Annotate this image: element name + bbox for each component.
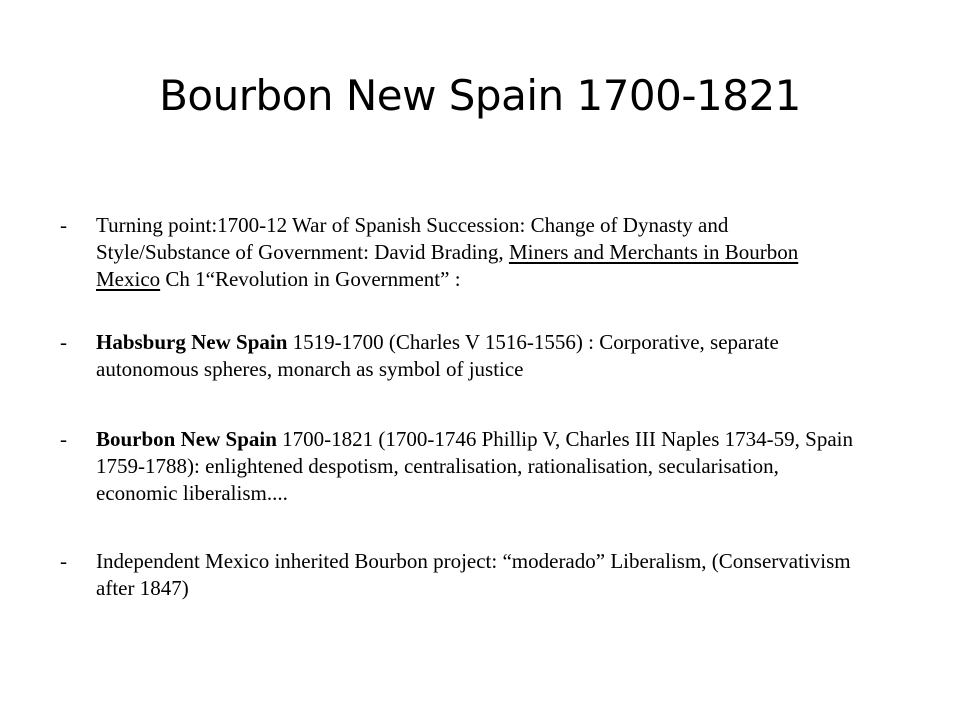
bullet-dash: - [60,549,67,573]
bullet-text-chapter: Ch 1“Revolution in Government” : [160,267,461,291]
slide-title: Bourbon New Spain 1700-1821 [159,71,801,120]
bullet-habsburg [60,329,860,383]
bullet-dash: - [60,330,67,354]
bullet-heading: Habsburg New Spain [96,330,288,354]
book-title: Miners and Merchants in Bourbon Mexico [96,240,799,291]
bullet-independent-mexico [60,548,860,602]
bullet-turning-point [60,212,860,293]
bullet-body: 1519-1700 (Charles V 1516-1556) : Corporative, separate autonomous spheres, monarch as symbol of justice [96,330,779,381]
bullet-text: Independent Mexico inherited Bourbon project: “moderado” Liberalism, (Conservativism after 1847) [96,549,851,600]
bullet-bourbon [60,426,860,507]
bullet-text [96,212,860,293]
bullet-text [96,426,860,507]
bullet-text-intro: Turning point:1700-12 War of Spanish Succession: Change of Dynasty and Style/Substance of Government: David Brading, [96,213,729,264]
bullet-heading: Bourbon New Spain [96,427,277,451]
bullet-dash: - [60,213,67,237]
bullet-dash: - [60,427,67,451]
bullet-text [96,329,860,383]
bullet-body: 1700-1821 (1700-1746 Phillip V, Charles III Naples 1734-59, Spain 1759-1788): enlightened despotism, centralisation, rationalisation, secularisation, economic liberalism.... [96,427,853,505]
